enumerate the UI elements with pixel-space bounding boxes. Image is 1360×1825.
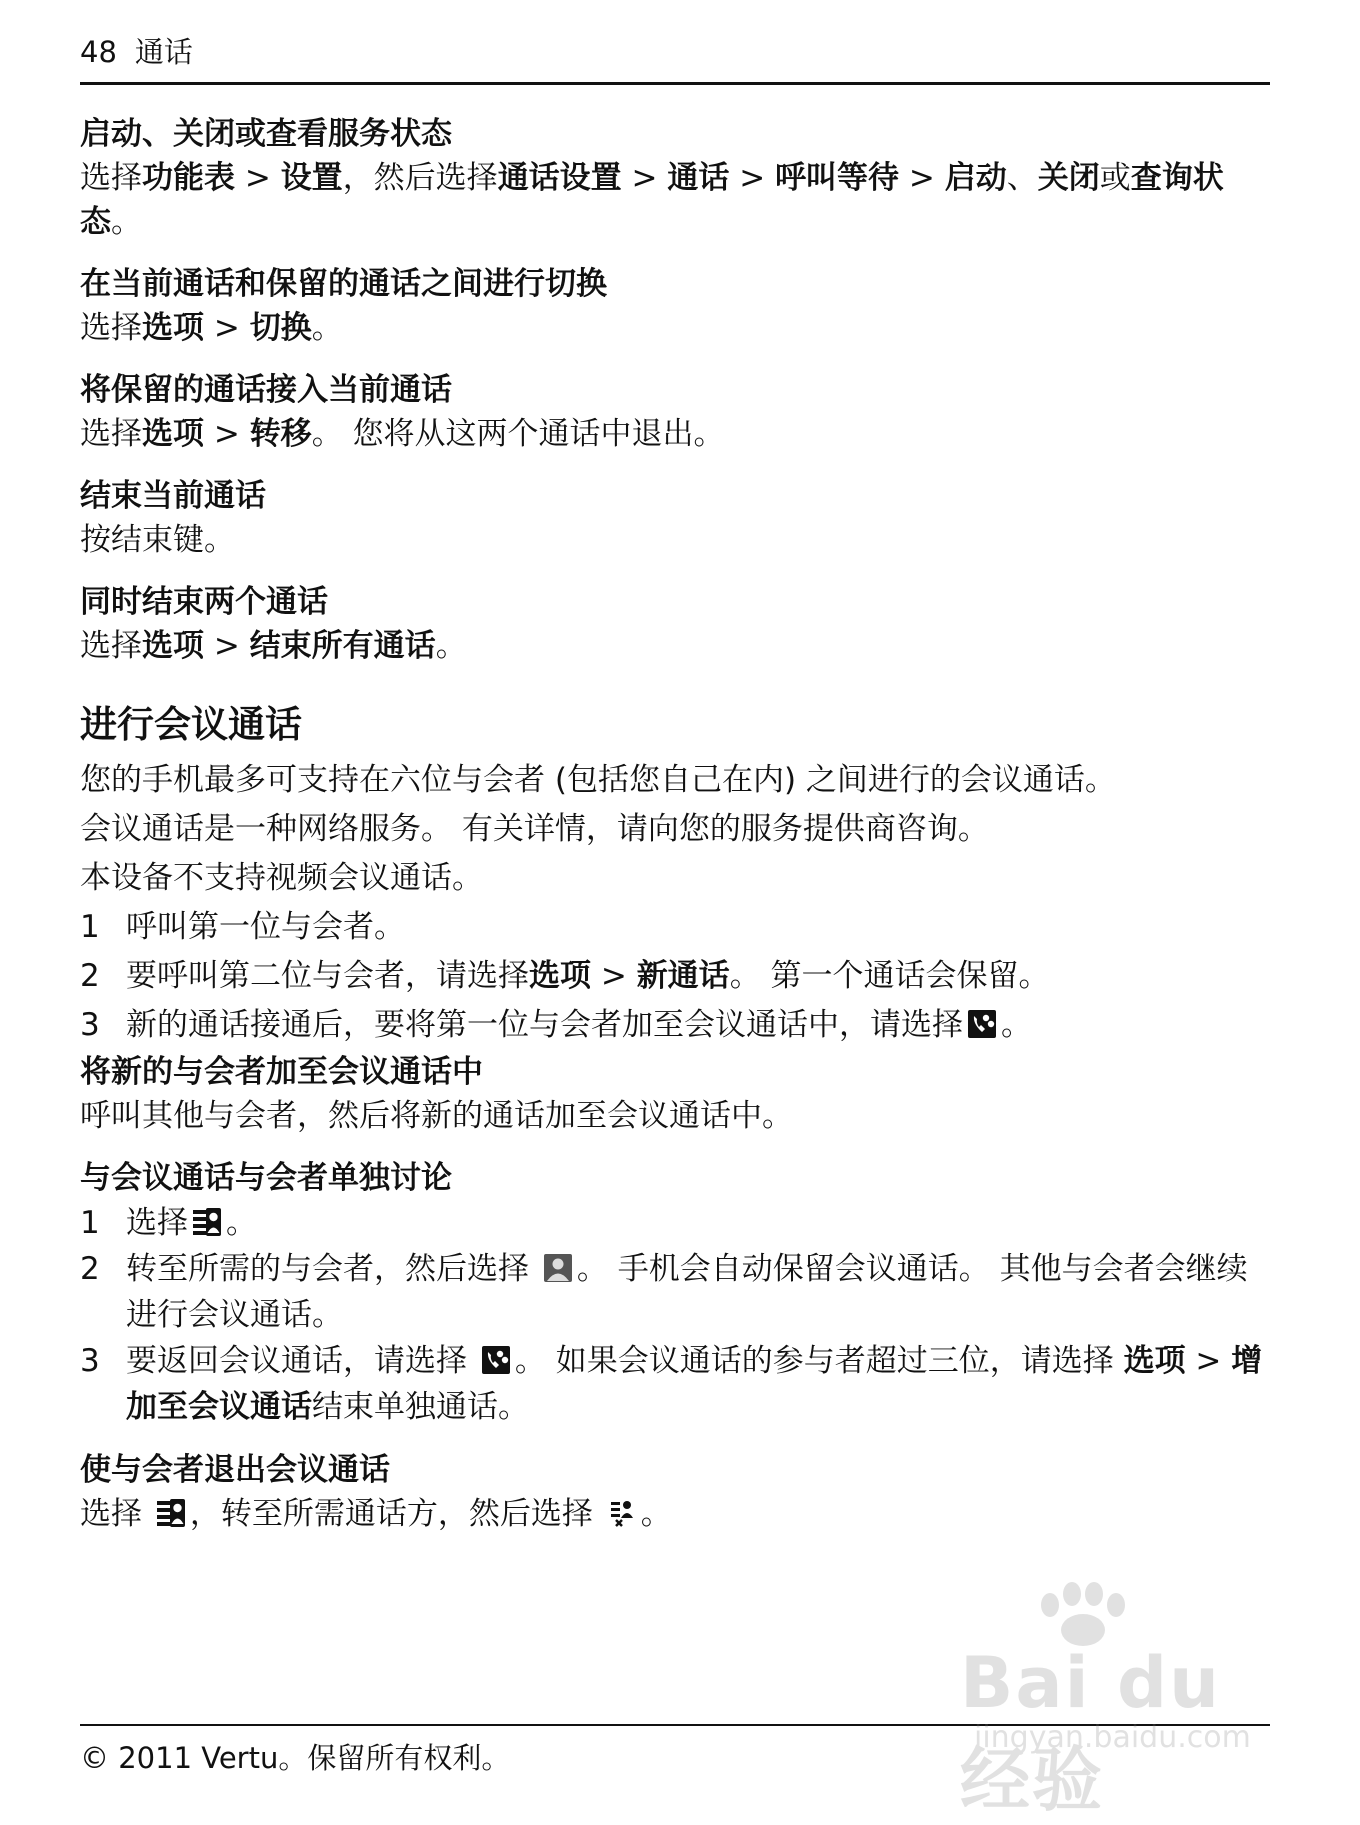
drop-participant-icon — [607, 1498, 637, 1528]
menu-item: 选项 — [529, 958, 591, 994]
page-content — [80, 112, 1270, 1554]
section-heading: 使与会者退出会议通话 — [80, 1452, 390, 1488]
section-heading: 同时结束两个通话 — [80, 584, 328, 620]
section-heading: 结束当前通话 — [80, 478, 266, 514]
section-body: 选择选项 > 结束所有通话。 — [80, 628, 467, 664]
menu-item: 新通话 — [636, 958, 730, 994]
section-body: 呼叫其他与会者，然后将新的通话加至会议通话中。 — [80, 1098, 793, 1134]
paw-logo-icon — [1020, 1580, 1140, 1650]
section-body: 选择选项 > 切换。 — [80, 310, 343, 346]
section-swap — [80, 262, 1270, 350]
conference-icon — [481, 1345, 511, 1375]
section-body: 选择功能表 > 设置，然后选择通话设置 > 通话 > 呼叫等待 > 启动、关闭或查询状态。 — [80, 160, 1224, 240]
section-call-waiting — [80, 112, 1270, 244]
menu-item: 增加至会议通话 — [126, 1343, 1263, 1425]
menu-item: 选项 — [142, 628, 204, 664]
page-number: 48 — [80, 35, 117, 69]
list-item: 3 要返回会议通话，请选择 。 如果会议通话的参与者超过三位，请选择 选项 > 增加至会议通话结束单独通话。 — [80, 1343, 1263, 1425]
menu-item: 选项 — [1123, 1343, 1186, 1379]
copyright-footer: © 2011 Vertu。保留所有权利。 — [80, 1741, 511, 1775]
menu-item: 选项 — [142, 416, 204, 452]
conference-title: 进行会议通话 — [80, 703, 302, 746]
list-item: 2 要呼叫第二位与会者，请选择选项 > 新通话。 第一个通话会保留。 — [80, 958, 1050, 994]
list-item: 2 转至所需的与会者，然后选择 。 手机会自动保留会议通话。 其他与会者会继续进行会议通话。 — [80, 1251, 1248, 1333]
menu-item: 通话 — [667, 160, 730, 196]
menu-item: 呼叫等待 — [775, 160, 900, 196]
list-item: 3 新的通话接通后，要将第一位与会者加至会议通话中，请选择 。 — [80, 1007, 1032, 1043]
watermark-url: jingyan.baidu.com — [974, 1720, 1251, 1755]
menu-item: 查询状态 — [80, 160, 1224, 240]
participants-list-icon — [156, 1498, 186, 1528]
menu-item: 转移 — [249, 416, 312, 452]
section-body: 按结束键。 — [80, 522, 235, 558]
section-drop — [80, 1448, 1270, 1536]
section-body: 选择 ，转至所需通话方，然后选择 。 — [80, 1496, 672, 1532]
menu-item: 通话设置 — [497, 160, 622, 196]
section-end-active — [80, 474, 1270, 562]
manual-page — [80, 0, 1270, 1792]
list-item: 1 呼叫第一位与会者。 — [80, 909, 405, 945]
section-body: 选择选项 > 转移。 您将从这两个通话中退出。 — [80, 416, 725, 452]
section-add-participant — [80, 1050, 1270, 1138]
private-steps — [80, 1200, 1270, 1430]
menu-item: 结束所有通话 — [249, 628, 436, 664]
header-rule — [80, 82, 1270, 85]
intro-line: 您的手机最多可支持在六位与会者 (包括您自己在内) 之间进行的会议通话。 — [80, 762, 1116, 798]
section-heading: 在当前通话和保留的通话之间进行切换 — [80, 266, 607, 302]
section-title: 通话 — [134, 35, 193, 69]
intro-line: 会议通话是一种网络服务。 有关详情，请向您的服务提供商咨询。 — [80, 811, 989, 847]
menu-item: 选项 — [142, 310, 204, 346]
participants-list-icon — [192, 1207, 222, 1237]
section-heading: 将新的与会者加至会议通话中 — [80, 1054, 483, 1090]
watermark-brand: Bai du 经验 — [960, 1642, 1221, 1821]
section-end-both — [80, 580, 1270, 668]
section-private — [80, 1156, 1270, 1430]
section-heading: 将保留的通话接入当前通话 — [80, 372, 452, 408]
menu-item: 设置 — [280, 160, 343, 196]
conference-steps — [80, 903, 1270, 1050]
conference-intro — [80, 756, 1270, 903]
section-heading: 启动、关闭或查看服务状态 — [80, 116, 452, 152]
menu-item: 切换 — [249, 310, 312, 346]
menu-item: 启动 — [944, 160, 1007, 196]
page-header — [80, 30, 193, 74]
section-transfer — [80, 368, 1270, 456]
conference-icon — [967, 1009, 997, 1039]
intro-line: 本设备不支持视频会议通话。 — [80, 860, 483, 896]
menu-item: 功能表 — [142, 160, 235, 196]
baidu-watermark — [960, 1580, 1290, 1821]
list-item: 1 选择 。 — [80, 1205, 257, 1241]
section-heading: 与会议通话与会者单独讨论 — [80, 1160, 452, 1196]
private-call-icon — [543, 1253, 573, 1283]
menu-item: 关闭 — [1037, 160, 1100, 196]
